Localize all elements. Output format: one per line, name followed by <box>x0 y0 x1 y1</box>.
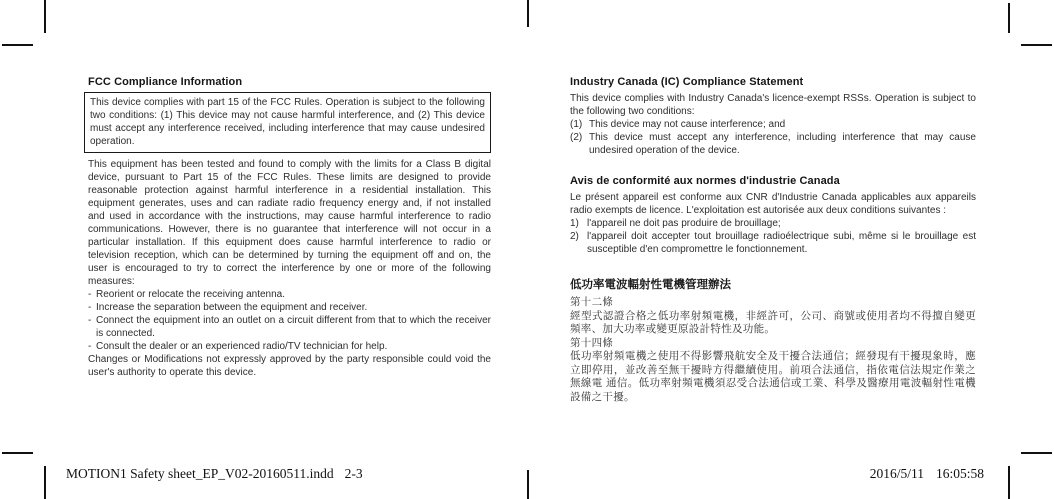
fcc-measure-item <box>88 340 491 353</box>
dash-marker: - <box>88 341 92 352</box>
footer-time: 16:05:58 <box>935 466 984 481</box>
dash-marker: - <box>88 289 92 300</box>
fcc-notice-box <box>84 92 491 153</box>
fcc-measure-item <box>88 301 491 314</box>
footer-filename: MOTION1 Safety sheet_EP_V02-20160511.indd <box>66 466 334 481</box>
crop-mark-top-right-v <box>1008 3 1010 33</box>
measure-text: Consult the dealer or an experienced radio/TV technician for help. <box>96 341 388 352</box>
ic-condition-item <box>570 118 976 131</box>
ncc-title: 低功率電波輻射性電機管理辦法 <box>570 279 731 291</box>
ic-intro: This device complies with Industry Canada's licence-exempt RSSs. Operation is subject to the following two conditions: <box>570 93 976 117</box>
ic-condition-item <box>570 131 976 157</box>
crop-mark-top-left-v <box>44 0 46 33</box>
avis-title: Avis de conformité aux normes d'industrie Canada <box>570 175 840 187</box>
number-marker: (1) <box>570 119 583 130</box>
footer-timestamp <box>870 466 984 482</box>
number-marker: (2) <box>570 132 583 143</box>
crop-mark-bottom-right-h <box>1021 452 1052 454</box>
right-column <box>570 76 976 404</box>
dash-marker: - <box>88 315 92 326</box>
fcc-closing-text: Changes or Modifications not expressly approved by the party responsible could void the user's authority to operate this device. <box>88 354 491 378</box>
crop-mark-top-right-h <box>1021 44 1052 46</box>
fcc-measure-item <box>88 288 491 301</box>
crop-mark-bottom-right-v <box>1008 466 1010 499</box>
fcc-body-text: This equipment has been tested and found to comply with the limits for a Class B digital device, pursuant to Part 15 of the FCC Rules. These limits are designed to provide reasonable protection against harmful interference in a residential installation. This equipment generates, uses and can radiate radio frequency energy and, if not installed and used in accordance with the instructions, may cause harmful interference to radio communications. However, there is no guarantee that interference will not occur in a particular installation. If this equipment does cause harmful interference to radio or television reception, which can be determined by turning the equipment off and on, the user is encouraged to try to correct the interference by one or more of the following measures: <box>88 159 491 287</box>
crop-mark-bottom-center-v <box>527 470 529 499</box>
fcc-boxed-text: This device complies with part 15 of the FCC Rules. Operation is subject to the following two conditions: (1) This device may not cause harmful interference, and (2) This device must accept any interference received, including interference that may cause undesired operation. <box>90 97 485 147</box>
fcc-section <box>88 76 491 379</box>
condition-text: This device must accept any interference, including interference that may cause undesired operation of the device. <box>589 132 976 156</box>
measure-text: Reorient or relocate the receiving antenna. <box>96 289 286 300</box>
ncc-article14-text: 低功率射頻電機之使用不得影響飛航安全及干擾合法通信；經發現有干擾現象時，應立即停用，並改善至無干擾時方得繼續使用。前項合法通信，指依電信法規定作業之無線電 通信。低功率射頻電機須忍受合法通信或工業、科學及醫療用電波輻射性電機設備之干擾。 <box>570 350 976 403</box>
crop-mark-top-left-h <box>2 44 33 46</box>
ncc-article12-text: 經型式認證合格之低功率射頻電機，非經許可，公司、商號或使用者均不得擅自變更頻率、加大功率或變更原設計特性及功能。 <box>570 309 976 335</box>
avis-intro: Le présent appareil est conforme aux CNR d'Industrie Canada applicables aux appareils radio exempts de licence. L'exploitation est autorisée aux deux conditions suivantes : <box>570 192 976 216</box>
ic-section <box>570 76 976 157</box>
measure-text: Connect the equipment into an outlet on a circuit different from that to which the receiver is connected. <box>96 315 491 339</box>
footer-slug <box>66 466 363 482</box>
avis-condition-item <box>570 217 976 230</box>
condition-text: This device may not cause interference; and <box>589 119 786 130</box>
crop-mark-bottom-left-h <box>2 452 33 454</box>
avis-condition-item <box>570 230 976 256</box>
ncc-article14-label: 第十四條 <box>570 336 614 349</box>
ncc-section <box>570 276 976 404</box>
crop-mark-bottom-left-v <box>44 466 46 499</box>
fcc-measure-item <box>88 314 491 340</box>
dash-marker: - <box>88 302 92 313</box>
condition-text: l'appareil doit accepter tout brouillage radioélectrique subi, même si le brouillage est susceptible d'en compromettre le fonctionnement. <box>587 231 976 255</box>
ncc-article12-label: 第十二條 <box>570 296 614 308</box>
fcc-title: FCC Compliance Information <box>88 76 243 88</box>
footer-date: 2016/5/11 <box>869 466 924 481</box>
ic-title: Industry Canada (IC) Compliance Statement <box>570 76 804 88</box>
measure-text: Increase the separation between the equipment and receiver. <box>96 302 368 313</box>
avis-section <box>570 175 976 256</box>
number-marker: 2) <box>570 231 579 242</box>
number-marker: 1) <box>570 218 579 229</box>
footer-page-numbers: 2-3 <box>344 466 363 481</box>
crop-mark-top-center-v <box>527 0 529 27</box>
condition-text: l'appareil ne doit pas produire de brouillage; <box>587 218 781 229</box>
